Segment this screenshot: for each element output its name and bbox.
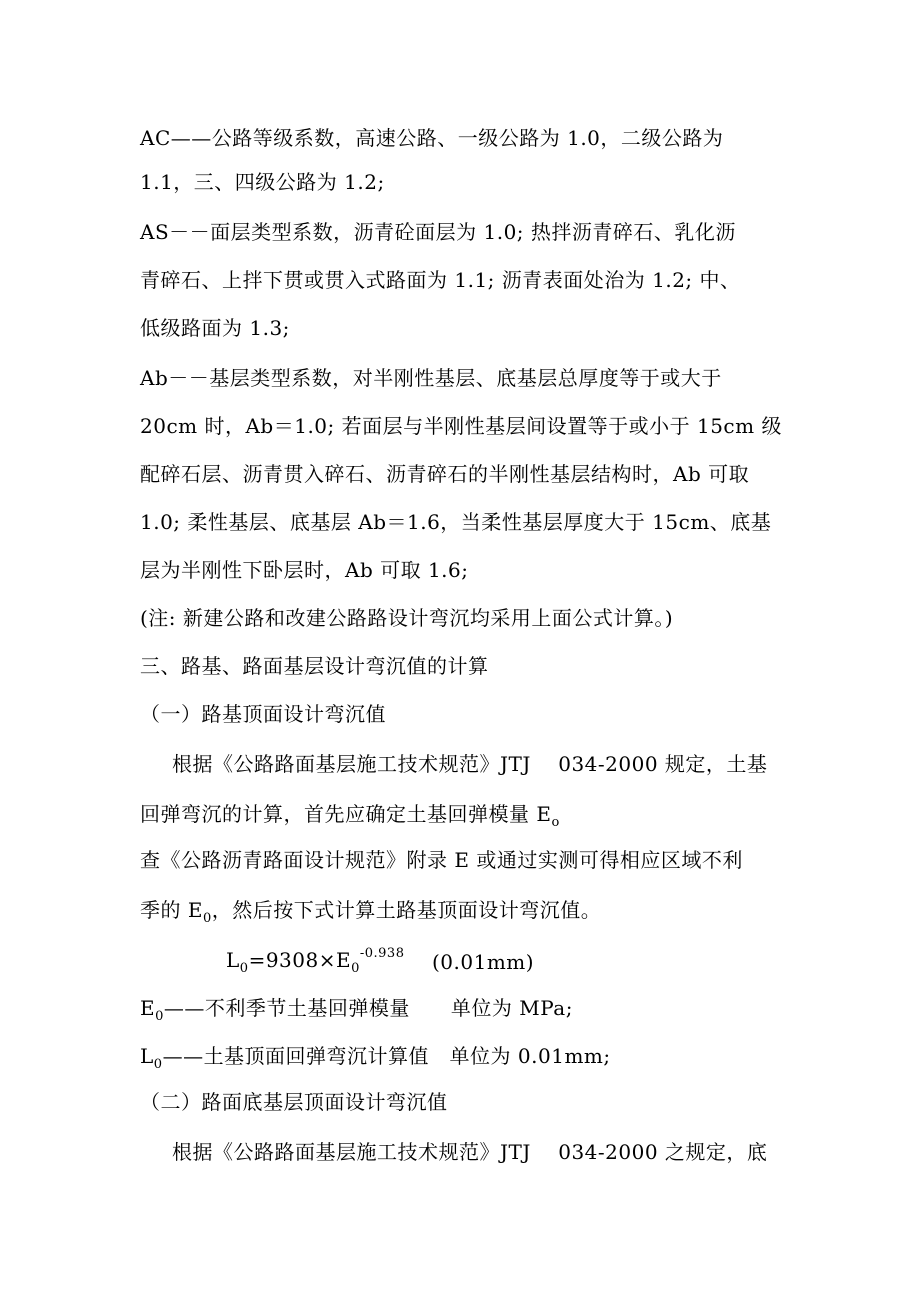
formula-mid: =9308×E (248, 948, 352, 972)
para-ac-line2: 1.1，三、四级公路为 1.2; (140, 170, 385, 194)
para-subgrade-line4-pre: 季的 E (140, 898, 203, 922)
para-subgrade-line2 (140, 802, 560, 830)
para-ab-line4: 1.0; 柔性基层、底基层 Ab＝1.6，当柔性基层厚度大于 15cm、底基 (140, 510, 772, 534)
note-line: (注: 新建公路和改建公路路设计弯沉均采用上面公式计算。) (140, 606, 674, 630)
formula-e-subscript: 0 (351, 961, 360, 976)
section-heading-3: 三、路基、路面基层设计弯沉值的计算 (140, 654, 489, 678)
e0-subscript-2: 0 (202, 911, 212, 926)
definition-l0-text: ——土基顶面回弹弯沉计算值 单位为 0.01mm; (162, 1044, 611, 1068)
para-ab-line1: Ab－－基层类型系数，对半刚性基层、底基层总厚度等于或大于 (140, 366, 722, 390)
para-as-line2: 青碎石、上拌下贯或贯入式路面为 1.1; 沥青表面处治为 1.2; 中、 (140, 268, 741, 292)
para-ab-line2: 20cm 时，Ab＝1.0; 若面层与半刚性基层间设置等于或小于 15cm 级 (140, 414, 782, 438)
para-subgrade-line2-text: 回弹弯沉的计算，首先应确定土基回弹模量 E (140, 802, 552, 826)
para-subbase-line1: 根据《公路路面基层施工技术规范》JTJ 034-2000 之规定，底 (172, 1140, 768, 1164)
formula-l-subscript: 0 (239, 961, 249, 976)
formula-exponent: -0.938 (359, 946, 405, 962)
para-subgrade-line3: 查《公路沥青路面设计规范》附录 E 或通过实测可得相应区域不利 (140, 848, 743, 872)
para-subgrade-line4-post: ，然后按下式计算土路基顶面设计弯沉值。 (211, 898, 602, 922)
formula-l: L (226, 948, 240, 972)
para-as-line1: AS－－面层类型系数，沥青砼面层为 1.0; 热拌沥青碎石、乳化沥 (140, 220, 736, 244)
definition-e0 (140, 996, 573, 1024)
formula-unit: (0.01mm) (432, 950, 535, 974)
definition-e0-symbol: E (140, 996, 156, 1020)
definition-e0-text: ——不利季节土基回弹模量 单位为 MPa; (163, 996, 573, 1020)
para-ab-line3: 配碎石层、沥青贯入碎石、沥青碎石的半刚性基层结构时，Ab 可取 (140, 462, 750, 486)
para-ab-line5: 层为半刚性下卧层时，Ab 可取 1.6; (140, 558, 469, 582)
definition-l0-subscript: 0 (153, 1057, 163, 1072)
definition-l0-symbol: L (140, 1044, 154, 1068)
para-subgrade-line1: 根据《公路路面基层施工技术规范》JTJ 034-2000 规定，土基 (172, 752, 768, 776)
formula-l0 (226, 946, 405, 976)
para-subgrade-line4 (140, 898, 602, 926)
subsection-heading-2: （二）路面底基层顶面设计弯沉值 (140, 1090, 448, 1114)
subsection-heading-1: （一）路基顶面设计弯沉值 (140, 702, 386, 726)
e0-subscript: o (551, 815, 560, 830)
definition-l0 (140, 1044, 611, 1072)
para-as-line3: 低级路面为 1.3; (140, 316, 290, 340)
definition-e0-subscript: 0 (155, 1009, 164, 1024)
para-ac-line1: AC——公路等级系数，高速公路、一级公路为 1.0，二级公路为 (140, 126, 724, 150)
